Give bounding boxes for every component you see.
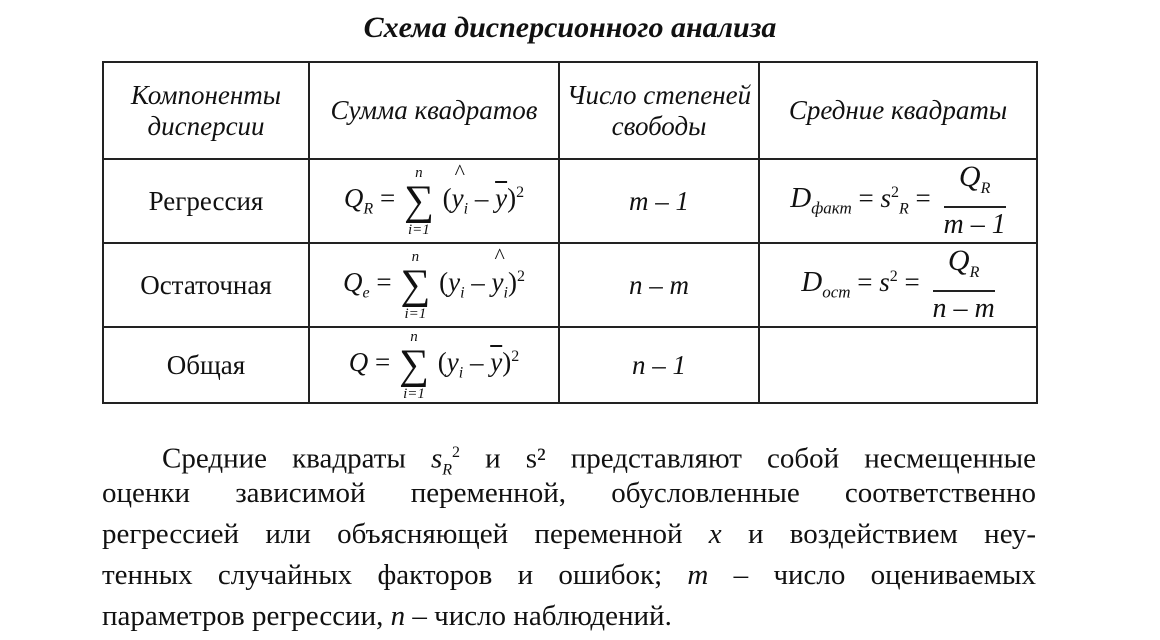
header-sum-of-squares: Сумма квадратов: [309, 62, 559, 159]
table-row: [103, 243, 1037, 327]
page-title: Схема дисперсионного анализа: [363, 11, 777, 44]
formula-sum-regression: $Q_R$ = n ∑ i=1 (^ $y_i - \overline{y})^2$: [309, 159, 559, 243]
formula-mean-total: [759, 327, 1037, 403]
paragraph-line-1: Средние квадраты $s_R^2$ и s² представляют собой несмещенные: [162, 442, 1037, 479]
anova-table: [102, 61, 1038, 404]
df-residual: n – m: [559, 243, 759, 327]
formula-mean-residual: $D_{ост} = s^2$ = $\frac{Q_R}{n - m}$: [759, 243, 1037, 327]
row-name-total: Общая: [103, 327, 309, 403]
table-row: [103, 327, 1037, 403]
df-regression: m – 1: [559, 159, 759, 243]
formula-sum-total: Q = n ∑ i=1 $(y_i - \overline{y})^2$: [309, 327, 559, 403]
df-total: n – 1: [559, 327, 759, 403]
formula-mean-regression: $D_{факт} = s^2_R$ = $\frac{Q_R}{m - 1}$: [759, 159, 1037, 243]
paragraph-line-5: параметров регрессии, n – число наблюдений.: [102, 600, 672, 632]
row-name-regression: Регрессия: [103, 159, 309, 243]
table-row: [103, 159, 1037, 243]
row-name-residual: Остаточная: [103, 243, 309, 327]
header-components: Компоненты дисперсии: [103, 62, 309, 159]
table-header-row: [103, 62, 1037, 159]
paragraph-line-3: регрессией или объясняющей переменной x и воздействием неу-: [102, 518, 1036, 550]
explanation-paragraph: [102, 432, 1036, 637]
formula-sum-residual: $Q_e$ = n ∑ i=1 ($y_i$ – ^ $y_i)^2$: [309, 243, 559, 327]
paragraph-line-2: оценки зависимой переменной, обусловленные соответственно: [102, 477, 1036, 509]
paragraph-line-4: тенных случайных факторов и ошибок; m – число оцениваемых: [102, 559, 1036, 591]
header-degrees-of-freedom: Число степеней свободы: [559, 62, 759, 159]
header-mean-squares: Средние квадраты: [759, 62, 1037, 159]
